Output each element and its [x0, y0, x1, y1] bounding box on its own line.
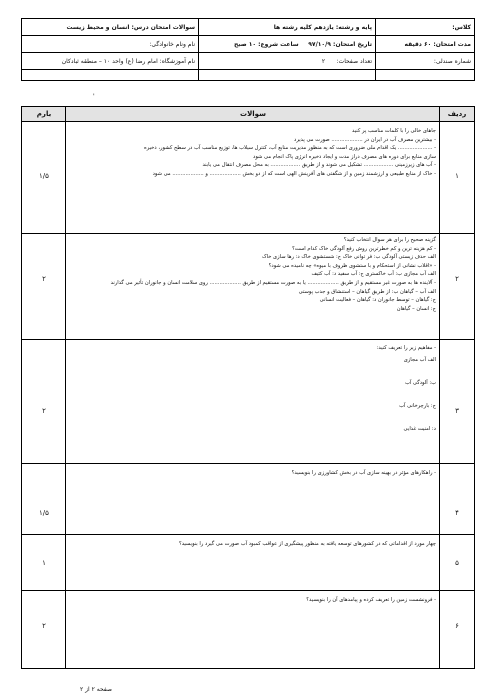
question-3-text [70, 343, 436, 435]
question-4-text [70, 469, 436, 478]
question-1-line: - ..................... یک اقدام ملی ضروری است که به منظور مدیریت منابع آب، کنترل سیلاب ها، توزیع مناسب آب در سطح کشور، ذخیره [144, 145, 436, 152]
header-pages [199, 53, 376, 70]
col-questions-header: سوالات [66, 107, 440, 122]
question-2-line: الف حذف زیستی آلودگی ب: فر توانی خاک ج: شستشوی خاک د: رها سازی خاک [261, 254, 436, 261]
question-5-line: چهار مورد از اقداماتی که در کشورهای توسعه یافته به منظور پیشگیری از عواقب کمبود آب صورت می گیرد را بنویسید؟ [178, 541, 436, 547]
question-2-line: - آلاینده ها به صورت غیر مستقیم و از طریق ................... یا به صورت مستقیم از طریق ................... روی سلامت انسان و جانوران تأثیر می گذارند [110, 279, 436, 286]
row-divider-3 [22, 463, 474, 464]
header-date-time [199, 36, 376, 53]
header-exam-date: تاریخ امتحان: ۹۷/۱۰/۹ [308, 40, 372, 48]
question-3-number: ۳ [455, 407, 459, 415]
question-6-score: ۲ [42, 622, 46, 630]
header-pages-label: تعداد صفحات: [336, 57, 372, 65]
question-2-number: ۲ [455, 275, 459, 283]
question-1-line: - بیشترین مصرف آب در ایران در ................... صورت می پذیرد [294, 136, 436, 143]
header-empty-cell-3 [376, 70, 475, 81]
question-2-text [70, 236, 436, 313]
question-5-text [70, 540, 436, 549]
question-6-text [70, 596, 436, 605]
question-2-score: ۲ [42, 275, 46, 283]
header-grade: پایه و رشته: یازدهم کلیه رشته ها [199, 19, 376, 36]
question-3-line: ب: آلودگی آب [404, 379, 436, 386]
header-title: سوالات امتحان درس: انسان و محیط زیست [22, 19, 199, 36]
question-2-line: ج: گیاهان – توسط جانوران د: گیاهان – فعالیت انسانی [319, 297, 436, 304]
question-3-line [70, 389, 436, 401]
questions-table [21, 106, 475, 669]
question-4-line: - راهکارهای مؤثر در بهینه سازی آب در بخش کشاورزی را بنویسید؟ [291, 470, 436, 476]
tick-mark: ' [93, 93, 95, 100]
header-seat: شماره صندلی: [376, 53, 475, 70]
question-1-line: سازی منابع برای دوره های مصرف دراز مدت و ایجاد ذخیره انرژی پاک انجام می شود [253, 153, 436, 160]
row-column-divider [439, 107, 440, 668]
col-score-header: بارم [22, 107, 66, 122]
question-3-score: ۲ [42, 407, 46, 415]
question-2-line: الف آب – گیاهان ب: از طریق گیاهان – استنشاق و جذب پوستی [298, 288, 436, 295]
page-number-footer: صفحه ۲ از ۲ [80, 686, 112, 693]
question-3-line: د: امنیت غذایی [403, 425, 436, 432]
question-6-number: ۶ [455, 622, 459, 630]
question-1-number: ۱ [455, 172, 459, 180]
header-empty-cell-1 [22, 70, 199, 81]
row-divider-1 [22, 233, 474, 234]
row-divider-4 [22, 534, 474, 535]
question-1-line: - خاک از منابع طبیعی و ارزشمند زمین و از شگفتی های آفرینش الهی است که از دو بخش ................... و ................... می شود [152, 170, 436, 177]
question-3-line: ج: بارچرخانی آب [399, 402, 436, 409]
header-empty-cell-2 [199, 70, 376, 81]
row-divider-2 [22, 339, 474, 340]
row-divider-5 [22, 590, 474, 591]
question-4-score: ۱/۵ [39, 509, 49, 517]
question-1-text [70, 127, 436, 179]
header-pages-value: ۲ [321, 57, 326, 65]
question-2-line: گزینه صحیح را برای هر سوال انتخاب کنید؟ [343, 237, 436, 243]
question-3-line: - مفاهیم زیر را تعریف کنید: [376, 345, 436, 351]
question-1-line: جاهای خالی را با کلمات مناسب پر کنید [351, 128, 436, 134]
header-start-time: ساعت شروع: ۱۰ صبح [234, 40, 299, 48]
question-2-line: - «اقلاب نشانی از استحکام و با ستشوی ظروف با میوه» چه نامیده می شود؟ [268, 262, 436, 269]
question-6-line: - فرونشست زمین را تعریف کرده و پیامدهای آن را بنویسید؟ [306, 597, 436, 603]
question-4-number: ۴ [455, 509, 459, 517]
header-class: کلاس: [376, 19, 475, 36]
question-3-line [70, 366, 436, 378]
question-2-line: الف آب مجازی ب: آب خاکستری ج: آب سفید د: آب کثیف [311, 271, 436, 278]
exam-header [21, 18, 475, 81]
header-school: نام آموزشگاه: امام رضا (ع) واحد ۱۰ – منطقه ثبادکان [22, 53, 199, 70]
col-row-header: ردیف [440, 107, 474, 122]
header-duration: مدت امتحان: ۶۰ دقیقه [376, 36, 475, 53]
question-3-line: الف آب مجازی [403, 356, 436, 363]
score-column-divider [65, 107, 66, 668]
question-5-score: ۱ [42, 559, 46, 567]
question-1-score: ۱/۵ [39, 172, 49, 180]
question-3-line [70, 412, 436, 424]
question-1-line: - آب های زیرزمینی .................. تشکیل می شوند و از طریق .................. به محل مصرف انتقال می یابند [202, 162, 436, 169]
question-2-line: ج: انسان – گیاهان [396, 305, 436, 312]
question-5-number: ۵ [455, 559, 459, 567]
question-2-line: - کم هزینه ترین و کم خطرترین روش رفع آلودگی خاک کدام است؟ [292, 245, 436, 252]
header-student-name: نام ونام خانوادگی: [22, 36, 199, 53]
